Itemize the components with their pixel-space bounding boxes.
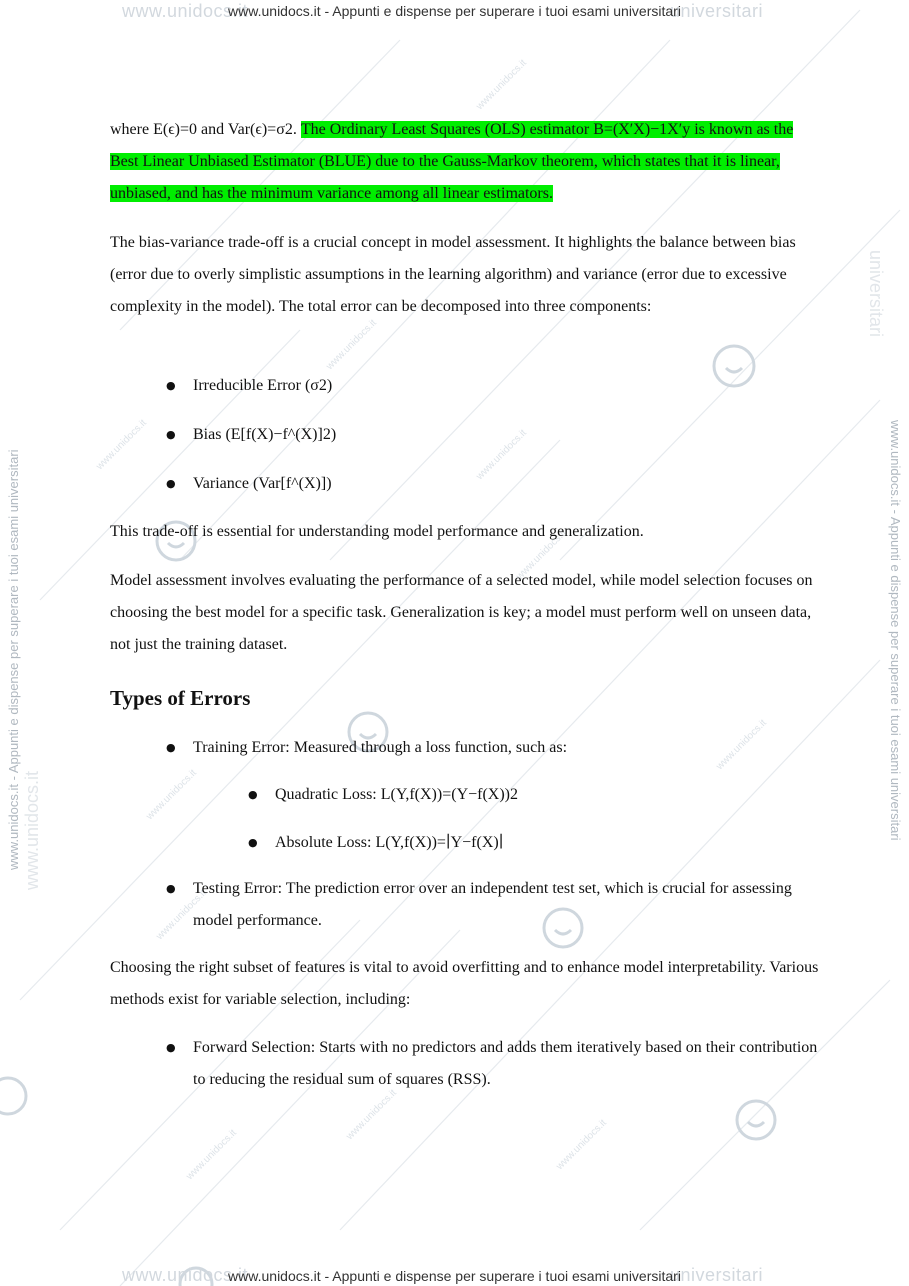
watermark-ghost-top-right: universitari xyxy=(670,1,764,21)
selection-methods-list xyxy=(110,1032,822,1096)
svg-text:www.unidocs.it: www.unidocs.it xyxy=(474,427,529,483)
watermark-ghost-bottom-left: www.unidocs.it xyxy=(122,1265,249,1285)
list-item: ● Irreducible Error (σ2) xyxy=(110,370,822,419)
svg-text:www.unidocs.it: www.unidocs.it xyxy=(474,57,529,113)
watermark-side-ghost-right: universitari xyxy=(866,250,886,338)
loss-functions-list xyxy=(110,779,822,875)
list-item: ● Quadratic Loss: L(Y,f(X))=(Y−f(X))2 xyxy=(110,779,822,827)
svg-text:www.unidocs.it: www.unidocs.it xyxy=(94,417,149,473)
svg-text:www.unidocs.it: www.unidocs.it xyxy=(144,767,199,823)
list-item: ● Testing Error: The prediction error over an independent test set, which is crucial for assessing model performance. xyxy=(110,873,822,937)
list-item: ● Variance (Var[f^(X)]) xyxy=(110,468,822,517)
svg-text:www.unidocs.it: www.unidocs.it xyxy=(554,1117,609,1173)
watermark-footer: www.unidocs.it - Appunti e dispense per superare i tuoi esami universitari xyxy=(228,1268,681,1284)
training-error-list xyxy=(110,732,822,764)
list-item: ● Training Error: Measured through a loss function, such as: xyxy=(110,732,822,764)
testing-error-list xyxy=(110,873,822,937)
svg-text:www.unidocs.it: www.unidocs.it xyxy=(514,527,569,583)
watermark-header: www.unidocs.it - Appunti e dispense per superare i tuoi esami universitari xyxy=(228,3,681,19)
svg-text:www.unidocs.it: www.unidocs.it xyxy=(344,1087,399,1143)
watermark-ghost-top-left: www.unidocs.it xyxy=(122,1,249,21)
svg-text:www.unidocs.it: www.unidocs.it xyxy=(324,317,379,373)
error-components-list xyxy=(110,370,822,517)
svg-text:www.unidocs.it: www.unidocs.it xyxy=(184,1127,239,1183)
ols-intro-text: where E(ϵ)=0 and Var(ϵ)=σ2. xyxy=(110,121,297,138)
watermark-ghost-bottom-right: universitari xyxy=(670,1265,764,1285)
watermark-side-ghost-left: www.unidocs.it xyxy=(22,770,42,890)
model-assessment-paragraph: Model assessment involves evaluating the performance of a selected model, while model selection focuses on choosing the best model for a specific task. Generalization is key; a model must perform well on unseen data, not just the training dataset. xyxy=(110,572,813,653)
ols-highlighted-text: The Ordinary Least Squares (OLS) estimator B=(X′X)−1X′y is known as the Best Linear Unbiased Estimator (BLUE) due to the Gauss-Markov theorem, which states that it is linear, unbiased, and has the minimum variance among all linear estimators. xyxy=(110,121,794,202)
bias-variance-paragraph: The bias-variance trade-off is a crucial concept in model assessment. It highlights the balance between bias (error due to overly simplistic assumptions in the learning algorithm) and variance (error due to excessive complexity in the model). The total error can be decomposed into three components: xyxy=(110,234,796,315)
svg-text:www.unidocs.it: www.unidocs.it xyxy=(714,717,769,773)
svg-text:www.unidocs.it: www.unidocs.it xyxy=(154,887,209,943)
list-item: ● Bias (E[f(X)−f^(X)]2) xyxy=(110,419,822,468)
tradeoff-paragraph: This trade-off is essential for understanding model performance and generalization. xyxy=(110,523,644,540)
list-item: ● Forward Selection: Starts with no predictors and adds them iteratively based on their contribution to reducing the residual sum of squares (RSS). xyxy=(110,1032,822,1096)
watermark-side-right: www.unidocs.it - Appunti e dispense per superare i tuoi esami universitari xyxy=(888,420,903,841)
watermark-side-left: www.unidocs.it - Appunti e dispense per superare i tuoi esami universitari xyxy=(6,449,21,870)
feature-selection-paragraph: Choosing the right subset of features is vital to avoid overfitting and to enhance model interpretability. Various methods exist for variable selection, including: xyxy=(110,959,819,1008)
list-item: ● Absolute Loss: L(Y,f(X))=∣Y−f(X)∣ xyxy=(110,827,822,875)
section-heading: Types of Errors xyxy=(110,686,251,710)
ols-paragraph xyxy=(110,114,822,210)
